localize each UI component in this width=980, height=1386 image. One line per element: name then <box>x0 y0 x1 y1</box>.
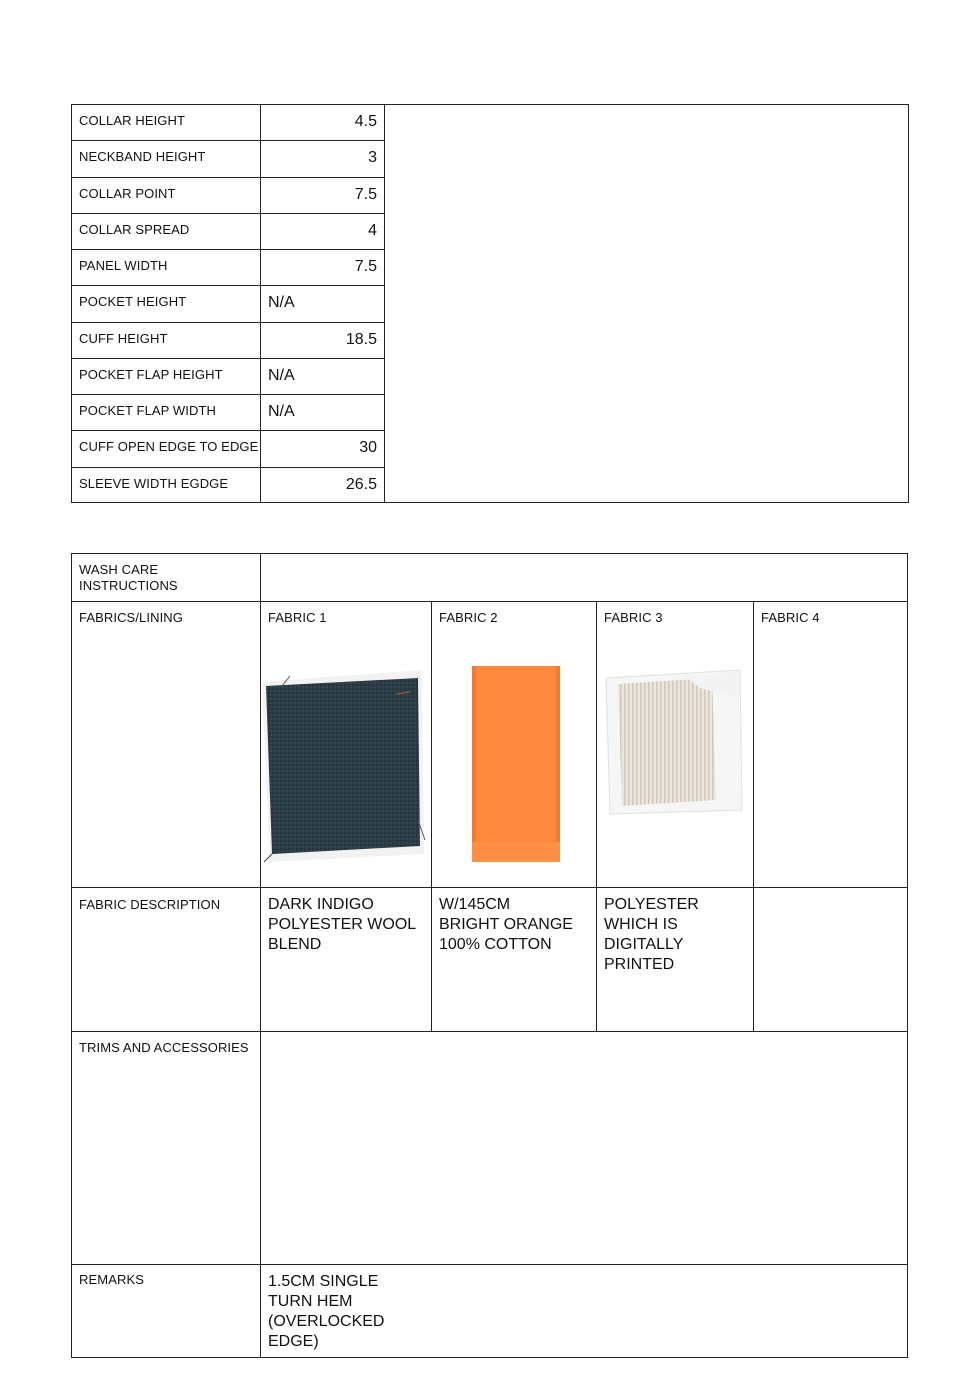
wash-care-label: WASH CARE INSTRUCTIONS <box>79 562 178 593</box>
measurement-value: 7.5 <box>354 258 377 276</box>
measurement-label: CUFF OPEN EDGE TO EDGE <box>79 439 259 455</box>
fabric-2-description: W/145CM BRIGHT ORANGE 100% COTTON <box>439 896 573 953</box>
trims-and-accessories-label: TRIMS AND ACCESSORIES <box>79 1040 249 1055</box>
spec-table-row-divider <box>71 1031 908 1032</box>
measurement-label: PANEL WIDTH <box>79 258 168 274</box>
measurement-value: N/A <box>268 294 295 312</box>
measurement-label: POCKET FLAP HEIGHT <box>79 366 223 382</box>
fabric-column-divider <box>753 601 754 1031</box>
fabric-2-header: FABRIC 2 <box>439 610 498 625</box>
measurement-label: CUFF HEIGHT <box>79 330 168 346</box>
spec-table-row-divider <box>71 1264 908 1265</box>
measurement-label: NECKBAND HEIGHT <box>79 149 206 165</box>
measurement-label: COLLAR HEIGHT <box>79 113 186 128</box>
remarks-label: REMARKS <box>79 1272 144 1287</box>
fabric-4-header: FABRIC 4 <box>761 610 820 625</box>
measurement-table-divider <box>260 104 261 503</box>
measurement-label: SLEEVE WIDTH EGDGE <box>79 475 229 491</box>
measurement-value: 18.5 <box>345 330 377 348</box>
measurement-row-divider <box>71 177 384 178</box>
measurement-value: 4 <box>368 221 377 239</box>
measurement-value: N/A <box>268 403 295 421</box>
fabric-3-swatch-image <box>604 668 744 816</box>
fabric-3-description: POLYESTER WHICH IS DIGITALLY PRINTED <box>604 896 699 973</box>
spec-table-row-divider <box>71 887 908 888</box>
fabric-1-swatch-image <box>262 670 426 862</box>
measurement-value: N/A <box>268 366 295 384</box>
fabric-1-description: DARK INDIGO POLYESTER WOOL BLEND <box>268 896 417 953</box>
measurement-label: COLLAR SPREAD <box>79 221 190 237</box>
measurement-value: 26.5 <box>345 475 377 493</box>
measurement-value: 4.5 <box>354 113 377 130</box>
measurement-row-divider <box>71 394 384 395</box>
measurement-label: POCKET HEIGHT <box>79 294 187 310</box>
remarks-text: 1.5CM SINGLE TURN HEM (OVERLOCKED EDGE) <box>268 1273 385 1350</box>
fabric-description-label: FABRIC DESCRIPTION <box>79 897 221 912</box>
measurement-row-divider <box>71 140 384 141</box>
measurement-row-divider <box>71 249 384 250</box>
fabric-column-divider <box>431 601 432 1031</box>
measurement-value: 30 <box>359 439 377 457</box>
fabrics-lining-label: FABRICS/LINING <box>79 610 183 625</box>
measurement-row-divider <box>71 358 384 359</box>
measurement-label: POCKET FLAP WIDTH <box>79 403 217 419</box>
fabric-2-swatch-image <box>468 664 564 864</box>
measurement-value: 3 <box>368 149 377 167</box>
measurement-value: 7.5 <box>354 185 377 203</box>
spec-table-row-divider <box>71 601 908 602</box>
measurement-label: COLLAR POINT <box>79 185 176 201</box>
measurement-row-divider <box>71 322 384 323</box>
fabric-column-divider <box>596 601 597 1031</box>
fabric-1-header: FABRIC 1 <box>268 610 327 625</box>
fabric-3-header: FABRIC 3 <box>604 610 663 625</box>
measurement-row-divider <box>71 467 384 468</box>
spec-table-label-column-divider <box>260 553 261 1358</box>
measurement-table-divider <box>384 104 385 503</box>
measurement-row-divider <box>71 430 384 431</box>
measurement-row-divider <box>71 213 384 214</box>
measurement-row-divider <box>71 285 384 286</box>
